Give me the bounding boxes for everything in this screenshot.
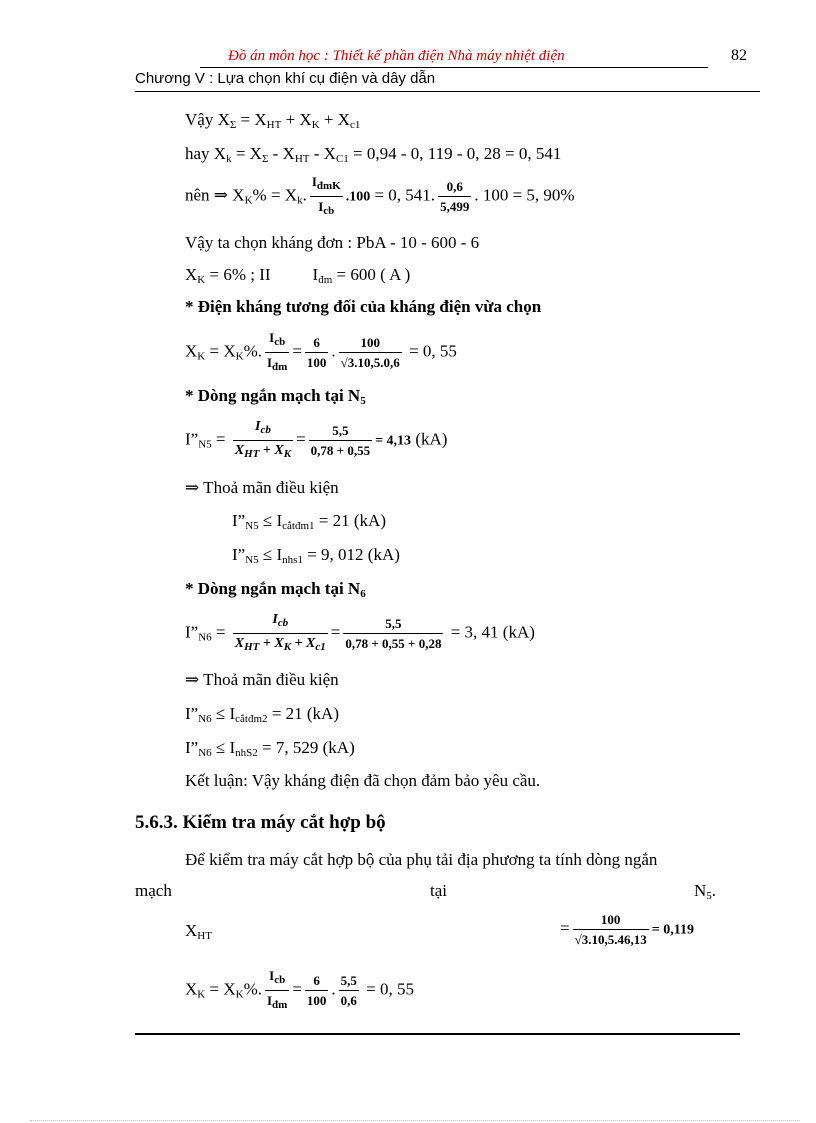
fraction-55-161: $\frac{5,5}{0,78 + 0,55 + 0,28}$ <box>345 616 442 651</box>
fraction-55-133: $\frac{5,5}{0,78 + 0,55}$ <box>310 423 371 458</box>
fraction-55-06: $\frac{5,5}{0,6}$ <box>340 973 357 1008</box>
conclusion: Kết luận: Vậy kháng điện đã chọn đảm bảo yêu cầu. <box>185 771 541 790</box>
condition-in6-thermal: $I”_{N6} \le I_{nhS2} = 7$, 529 (kA) <box>185 738 355 759</box>
header-title: Đồ án môn học : Thiết kế phần điện Nhà máy nhiệt điện <box>228 48 565 64</box>
fraction-6-100: $\frac{6}{100}$ <box>306 335 327 370</box>
section-heading: 5.6.3. Kiểm tra máy cắt hợp bộ <box>135 812 386 833</box>
paragraph-word-n5: $N_5$. <box>694 881 717 902</box>
fraction-100-sqrt2: $\frac{100}{√3.10,5.46,13}$ <box>574 912 647 947</box>
paragraph-word-tai: tại <box>430 881 447 900</box>
fraction-icb-xht-xk: $\frac{I_{cb}}{X_{HT} + X_K}$ <box>234 419 292 460</box>
condition-in5-thermal: $I”_{N5} \le I_{nhs1} = 9$, 012 (kA) <box>232 545 400 566</box>
condition-satisfied-2: ⇒ Thoả mãn điều kiện <box>185 670 339 689</box>
condition-satisfied-1: ⇒ Thoả mãn điều kiện <box>185 478 339 497</box>
equation-x-sigma: Vậy $X_\Sigma = X_{HT} + X_K + X_{c1}$ <box>185 110 361 131</box>
reactor-selection: Vậy ta chọn kháng đơn : PbA - 10 - 600 - 6 <box>185 233 480 252</box>
paragraph-line-1: Để kiểm tra máy cắt hợp bộ của phụ tải địa phương ta tính dòng ngắn <box>185 850 658 869</box>
equation-xht: = $\frac{100}{√3.10,5.46,13}$ = 0,119 <box>560 912 694 947</box>
subheading-n5: * Dòng ngắn mạch tại $N_5$ <box>185 386 366 407</box>
equation-xk-relative: $X_K = X_K\%$. $\frac{I_{cb}}{I_{đm}}$ = $\frac{6}{100}$ . $\frac{100}{√3.10,5.0,6}$ = 0, 55 <box>185 328 457 377</box>
equation-in5: $I”_{N5}$ = $\frac{I_{cb}}{X_{HT} + X_K}$ = $\frac{5,5}{0,78 + 0,55}$ = 4,13 (kA) <box>185 417 447 464</box>
equation-xk: hay $X_k = X_\Sigma - X_{HT} - X_{C1} = 0,94 - 0$, 119 - 0, 28 = 0, 541 <box>185 144 562 165</box>
page-bottom-dotted-line <box>30 1120 800 1121</box>
header-divider <box>200 67 708 68</box>
subheading-n6: * Dòng ngắn mạch tại $N_6$ <box>185 579 366 600</box>
footer-divider <box>135 1033 740 1035</box>
chapter-title: Chương V : Lựa chọn khí cụ điện và dây dẫn <box>135 70 436 87</box>
subheading-reactance: * Điện kháng tương đối của kháng điện vừa chọn <box>185 297 542 316</box>
fraction-100-sqrt: $\frac{100}{√3.10,5.0,6}$ <box>340 335 400 370</box>
fraction-icb-xht-xk-xc1: $\frac{I_{cb}}{X_{HT} + X_K + X_{c1}}$ <box>234 612 326 653</box>
condition-in6-breaking: $I”_{N6} \le I_{cắtđm2} = 21$ (kA) <box>185 704 339 725</box>
paragraph-word-mach: mạch <box>135 881 172 900</box>
page-number: 82 <box>731 47 747 64</box>
xht-label: $X_{HT}$ <box>185 921 212 942</box>
equation-xk-percent: nên ⇒ $X_K\% = X_k$. $\frac{I_{đmK}}{I_{cb}}$ .100 = 0, 541. $\frac{0,6}{5,499}$ . 100 = 5, 90% <box>185 172 575 221</box>
fraction-06-5499: $\frac{0,6}{5,499}$ <box>440 179 470 214</box>
fraction-icb-idm-2: $\frac{I_{cb}}{I_{đm}}$ <box>266 968 288 1011</box>
condition-in5-breaking: $I”_{N5} \le I_{cắtđm1} = 21$ (kA) <box>232 511 386 532</box>
fraction-icb-idm: $\frac{I_{cb}}{I_{đm}}$ <box>266 330 288 373</box>
fraction-6-100-2: $\frac{6}{100}$ <box>306 973 327 1008</box>
chapter-divider <box>135 91 760 92</box>
reactor-params: $X_K = 6\%$ ; II $I_{đm} = 600$ ( A ) <box>185 265 411 286</box>
equation-in6: $I”_{N6}$ = $\frac{I_{cb}}{X_{HT} + X_K + X_{c1}}$ = $\frac{5,5}{0,78 + 0,55 + 0,28}$ = 3, 41 (kA) <box>185 610 535 657</box>
fraction-idmk-icb: $\frac{I_{đmK}}{I_{cb}}$ <box>311 174 341 217</box>
equation-xk-final: $X_K = X_K\%$. $\frac{I_{cb}}{I_{đm}}$ = $\frac{6}{100}$ . $\frac{5,5}{0,6}$ = 0, 55 <box>185 966 414 1015</box>
